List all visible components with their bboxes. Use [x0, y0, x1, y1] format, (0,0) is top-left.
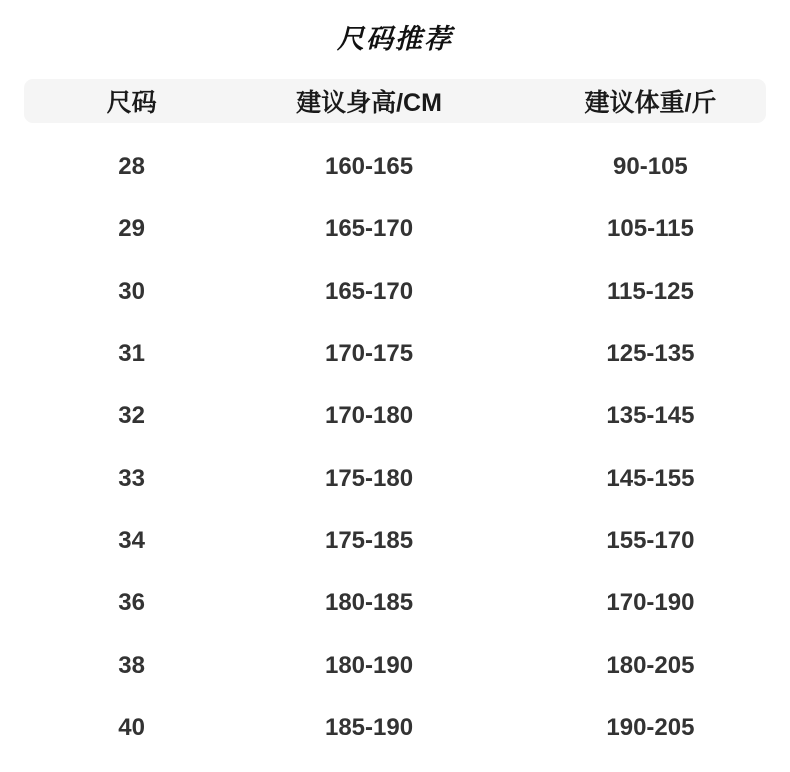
cell-height: 165-170 — [324, 215, 414, 243]
table-row — [24, 198, 766, 260]
cell-height: 180-190 — [324, 651, 414, 679]
table-row — [24, 323, 766, 385]
cell-height: 165-170 — [324, 277, 414, 305]
table-row — [24, 447, 766, 509]
table-header-row — [24, 79, 766, 123]
cell-weight: 115-125 — [607, 277, 694, 305]
cell-weight: 90-105 — [613, 153, 688, 181]
table-row — [24, 634, 766, 696]
cell-height: 170-180 — [324, 402, 414, 430]
cell-size: 32 — [118, 402, 145, 430]
cell-height: 180-185 — [324, 589, 414, 617]
column-header-size: 尺码 — [106, 89, 157, 117]
cell-size: 38 — [118, 651, 145, 679]
cell-size: 28 — [118, 153, 145, 181]
cell-height: 185-190 — [324, 713, 414, 741]
cell-weight: 170-190 — [606, 589, 695, 617]
column-header-weight: 建议体重/斤 — [584, 89, 717, 117]
cell-size: 31 — [118, 340, 145, 368]
table-row — [24, 385, 766, 447]
cell-size: 34 — [118, 526, 145, 554]
size-recommendation-table — [0, 79, 790, 759]
cell-weight: 105-115 — [607, 215, 694, 243]
table-body — [24, 136, 766, 759]
cell-size: 40 — [118, 713, 145, 741]
cell-weight: 190-205 — [606, 713, 695, 741]
cell-height: 170-175 — [324, 340, 414, 368]
table-row — [24, 510, 766, 572]
cell-size: 33 — [118, 464, 145, 492]
table-row — [24, 136, 766, 198]
cell-size: 30 — [118, 277, 145, 305]
cell-weight: 155-170 — [606, 526, 695, 554]
table-row — [24, 572, 766, 634]
cell-height: 160-165 — [324, 153, 414, 181]
cell-weight: 145-155 — [606, 464, 695, 492]
cell-size: 36 — [118, 589, 145, 617]
table-row — [24, 697, 766, 759]
cell-weight: 135-145 — [606, 402, 695, 430]
cell-weight: 125-135 — [606, 340, 695, 368]
cell-height: 175-180 — [324, 464, 414, 492]
cell-weight: 180-205 — [606, 651, 695, 679]
cell-height: 175-185 — [324, 526, 414, 554]
table-row — [24, 261, 766, 323]
column-header-height: 建议身高/CM — [296, 89, 442, 117]
cell-size: 29 — [118, 215, 145, 243]
page-title: 尺码推荐 — [337, 24, 453, 54]
